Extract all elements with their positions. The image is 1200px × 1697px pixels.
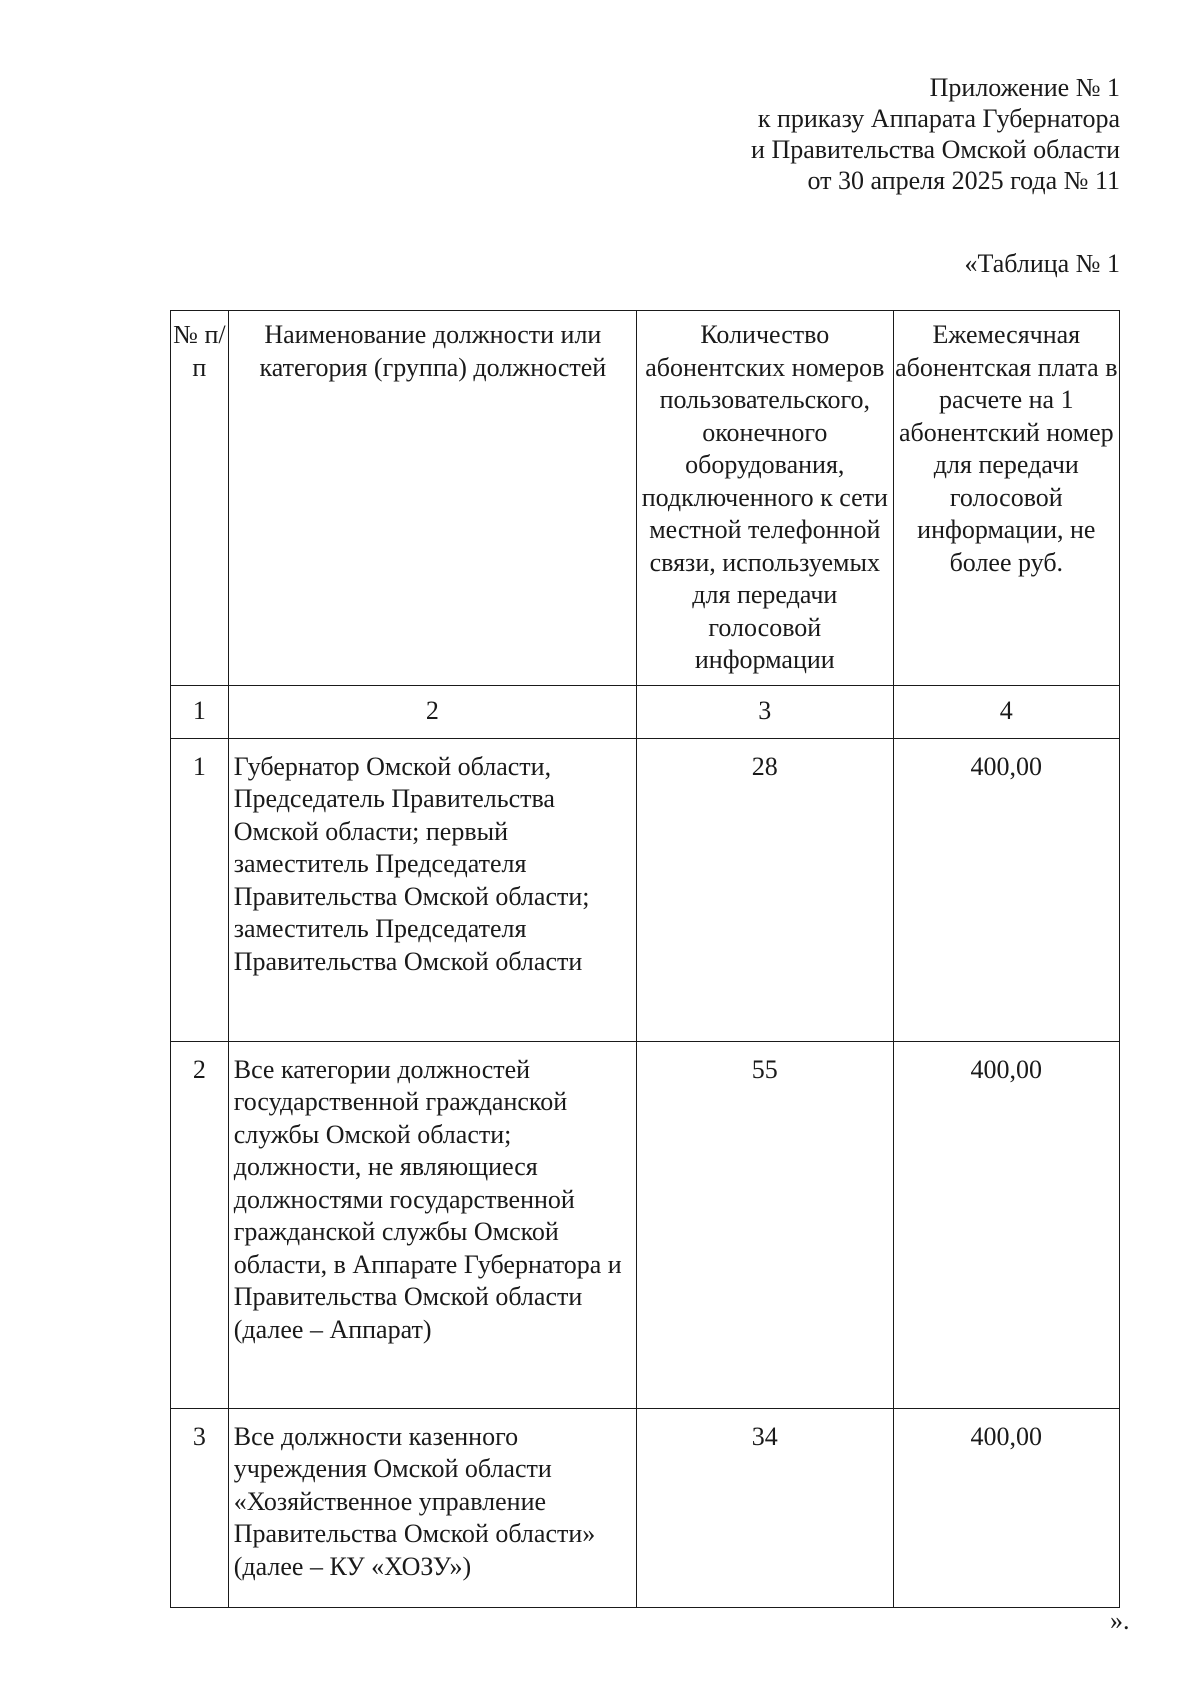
appendix-header: [751, 72, 1120, 196]
row-monthly-fee: 400,00: [893, 1408, 1119, 1607]
row-position-name: Все категории должностей государственной гражданской службы Омской области; должности, не являющиеся должностями государственной гражданской службы Омской области, в Аппарате Губернатора и Правительства Омской области (далее – Аппарат): [228, 1041, 636, 1408]
row-monthly-fee: 400,00: [893, 1041, 1119, 1408]
row-subscriber-count: 28: [636, 738, 893, 1041]
header-subscriber-count: Количество абонентских номеров пользовательского, оконечного оборудования, подключенного к сети местной телефонной связи, используемых для передачи голосовой информации: [636, 311, 893, 686]
row-monthly-fee: 400,00: [893, 738, 1119, 1041]
table-caption: «Таблица № 1: [964, 249, 1120, 278]
column-number: 2: [228, 685, 636, 738]
row-number: 3: [171, 1408, 229, 1607]
column-number: 4: [893, 685, 1119, 738]
header-position-name: Наименование должности или категория (группа) должностей: [228, 311, 636, 686]
table-row: [171, 1408, 1120, 1607]
row-number: 2: [171, 1041, 229, 1408]
column-number: 1: [171, 685, 229, 738]
row-subscriber-count: 34: [636, 1408, 893, 1607]
header-number: № п/п: [171, 311, 229, 686]
column-number: 3: [636, 685, 893, 738]
table-header-row: [171, 311, 1120, 686]
row-number: 1: [171, 738, 229, 1041]
appendix-line-3: и Правительства Омской области: [751, 135, 1120, 164]
row-subscriber-count: 55: [636, 1041, 893, 1408]
row-position-name: Все должности казенного учреждения Омской области «Хозяйственное управление Правительства Омской области» (далее – КУ «ХОЗУ»): [228, 1408, 636, 1607]
header-monthly-fee: Ежемесячная абонентская плата в расчете на 1 абонентский номер для передачи голосовой информации, не более руб.: [893, 311, 1119, 686]
closing-quote-mark: ».: [1110, 1606, 1130, 1635]
column-number-row: [171, 685, 1120, 738]
appendix-line-2: к приказу Аппарата Губернатора: [757, 104, 1120, 133]
table-row: [171, 1041, 1120, 1408]
appendix-line-1: Приложение № 1: [929, 73, 1120, 102]
table-row: [171, 738, 1120, 1041]
row-position-name: Губернатор Омской области, Председатель Правительства Омской области; первый заместитель Председателя Правительства Омской области; заместитель Председателя Правительства Омской области: [228, 738, 636, 1041]
appendix-line-4: от 30 апреля 2025 года № 11: [807, 166, 1120, 195]
tariff-table: [170, 310, 1120, 1608]
